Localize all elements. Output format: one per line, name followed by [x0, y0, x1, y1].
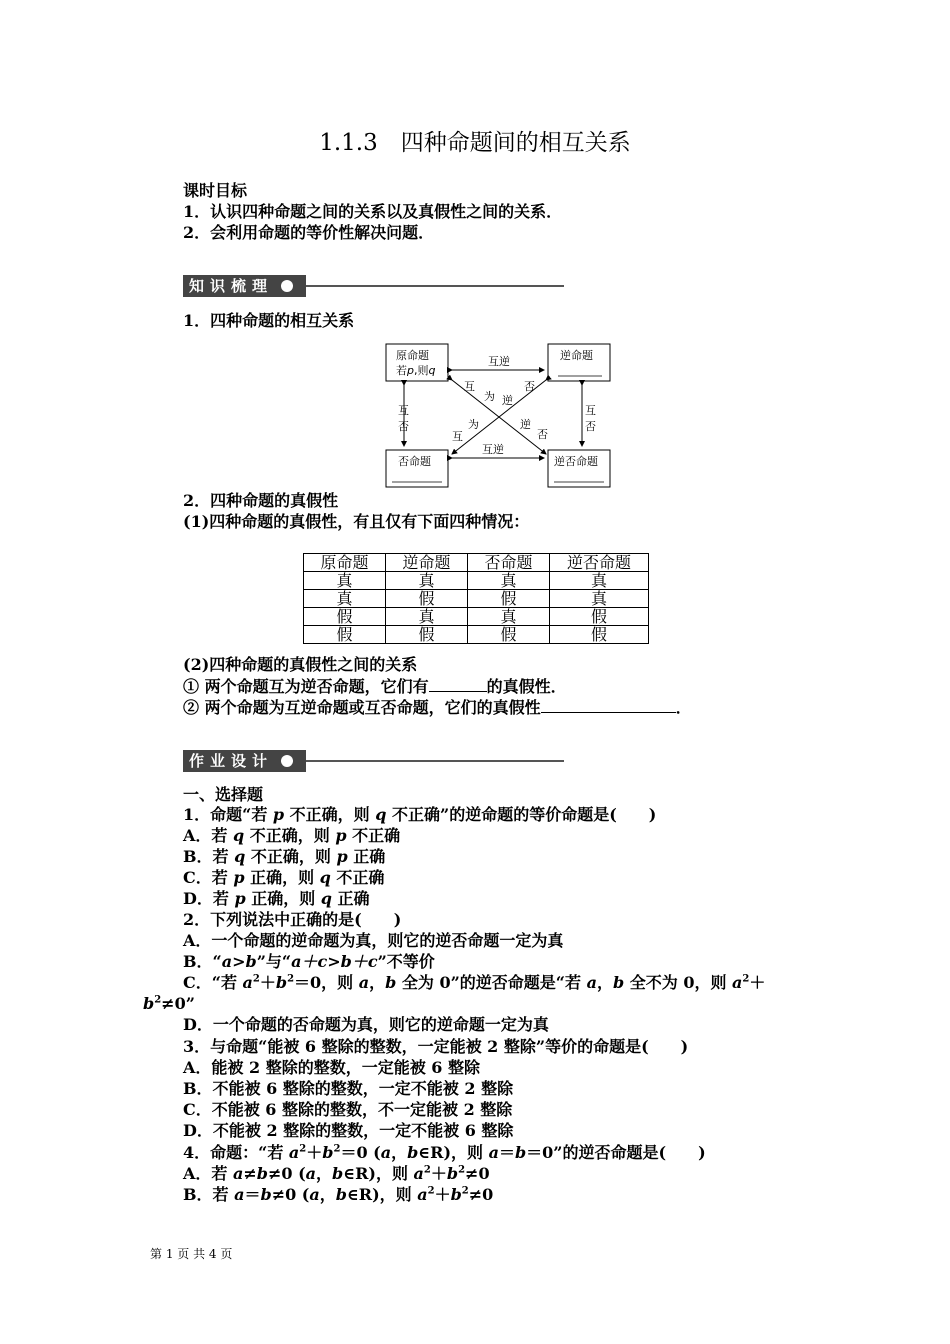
inverse-label: 否命题 — [398, 455, 431, 468]
table-row: 真 真 真 真 — [304, 572, 649, 590]
option-item[interactable]: B．“a>b”与“a＋c>b＋c”不等价 — [183, 952, 435, 971]
answer-blank[interactable] — [429, 675, 487, 692]
option-item[interactable]: A．若 q 不正确，则 p 不正确 — [183, 826, 401, 845]
table-header-row — [304, 554, 649, 572]
edge-label: 为 — [468, 418, 479, 431]
table-row: 假 假 假 假 — [304, 626, 649, 644]
section-heading: 2．四种命题的真假性 — [183, 491, 339, 510]
edge-label: 互 — [452, 430, 463, 443]
relation-line: ① 两个命题互为逆否命题，它们有 的真假性． — [183, 677, 567, 696]
option-item[interactable]: C．“若 $a^2+b^2=0$，则 a，b 全为 0”的逆否命题是“若 a，b 全不为 0，则 $a^2+$ — [183, 973, 766, 992]
table-header: 逆否命题 — [550, 554, 649, 572]
option-item-continued: $b^2\ne 0$” — [143, 994, 195, 1013]
table-header: 否命题 — [468, 554, 550, 572]
edge-label: 否 — [524, 380, 535, 393]
divider — [306, 760, 564, 762]
option-item[interactable]: A．一个命题的逆命题为真，则它的逆否命题一定为真 — [183, 931, 564, 950]
question-1: 1．命题“若 p 不正确，则 q 不正确”的逆命题的等价命题是( ) — [183, 805, 657, 824]
circle-icon — [281, 755, 293, 767]
table-row: 真 假 假 真 — [304, 590, 649, 608]
page-footer: 第 1 页 共 4 页 — [150, 1247, 233, 1261]
edge-label: 为 — [484, 390, 495, 403]
edge-label: 互 — [464, 380, 475, 393]
truth-table — [303, 553, 649, 644]
edge-label: 互逆 — [482, 443, 504, 456]
question-3: 3．与命题“能被 6 整除的整数，一定能被 2 整除”等价的命题是( ) — [183, 1037, 689, 1056]
circle-icon — [281, 280, 293, 292]
option-item[interactable]: C．不能被 6 整除的整数，不一定能被 2 整除 — [183, 1100, 513, 1119]
divider — [306, 285, 564, 287]
edge-label: 否 — [398, 420, 409, 433]
table-row: 假 真 真 假 — [304, 608, 649, 626]
sub-heading: (2)四种命题的真假性之间的关系 — [183, 655, 418, 674]
option-item[interactable]: C．若 p 正确，则 q 不正确 — [183, 868, 385, 887]
option-item[interactable]: D．若 p 正确，则 q 正确 — [183, 889, 370, 908]
section-heading: 一、选择题 — [183, 785, 264, 804]
option-item[interactable]: D．一个命题的否命题为真，则它的逆命题一定为真 — [183, 1015, 549, 1034]
page-title: 1.1.3 四种命题间的相互关系 — [319, 130, 631, 156]
edge-label: 逆 — [520, 418, 531, 431]
edge-label: 否 — [537, 428, 548, 441]
edge-label: 互逆 — [488, 355, 510, 368]
converse-label: 逆命题 — [560, 349, 593, 362]
answer-blank[interactable] — [541, 696, 676, 713]
original-label: 原命题 — [396, 349, 429, 362]
option-item[interactable]: A．若 a≠b≠0 (a，b∈R)，则 $a^2+b^2\ne 0$ — [183, 1164, 490, 1183]
question-2: 2．下列说法中正确的是( ) — [183, 910, 402, 929]
section-label: 知识梳理 — [183, 275, 306, 297]
option-item[interactable]: B．不能被 6 整除的整数，一定不能被 2 整除 — [183, 1079, 514, 1098]
goal-item: 2．会利用命题的等价性解决问题． — [183, 223, 435, 242]
section-label: 作业设计 — [183, 750, 306, 772]
table-header: 逆命题 — [386, 554, 468, 572]
edge-label: 互 — [585, 404, 596, 417]
question-4: 4．命题：“若 $a^2+b^2=0$ (a，b∈R)，则 a＝b＝0”的逆否命题是( ) — [183, 1143, 706, 1162]
table-header: 原命题 — [304, 554, 386, 572]
original-condition: 若p,则q — [396, 364, 436, 377]
goal-item: 1．认识四种命题之间的关系以及真假性之间的关系． — [183, 202, 563, 221]
relation-line: ② 两个命题为互逆命题或互否命题，它们的真假性 ． — [183, 698, 692, 717]
goals-heading: 课时目标 — [183, 181, 248, 200]
option-item[interactable]: B．若 a＝b≠0 (a，b∈R)，则 $a^2+b^2\ne 0$ — [183, 1185, 494, 1204]
edge-label: 逆 — [502, 394, 513, 407]
sub-heading: (1)四种命题的真假性，有且仅有下面四种情况： — [183, 512, 530, 531]
option-item[interactable]: B．若 q 不正确，则 p 正确 — [183, 847, 386, 866]
option-item[interactable]: A．能被 2 整除的整数，一定能被 6 整除 — [183, 1058, 480, 1077]
section-heading: 1．四种命题的相互关系 — [183, 311, 355, 330]
four-propositions-diagram — [380, 338, 620, 490]
edge-label: 互 — [398, 404, 409, 417]
contrapositive-label: 逆否命题 — [554, 455, 598, 468]
option-item[interactable]: D．不能被 2 整除的整数，一定不能被 6 整除 — [183, 1121, 514, 1140]
edge-label: 否 — [585, 420, 596, 433]
